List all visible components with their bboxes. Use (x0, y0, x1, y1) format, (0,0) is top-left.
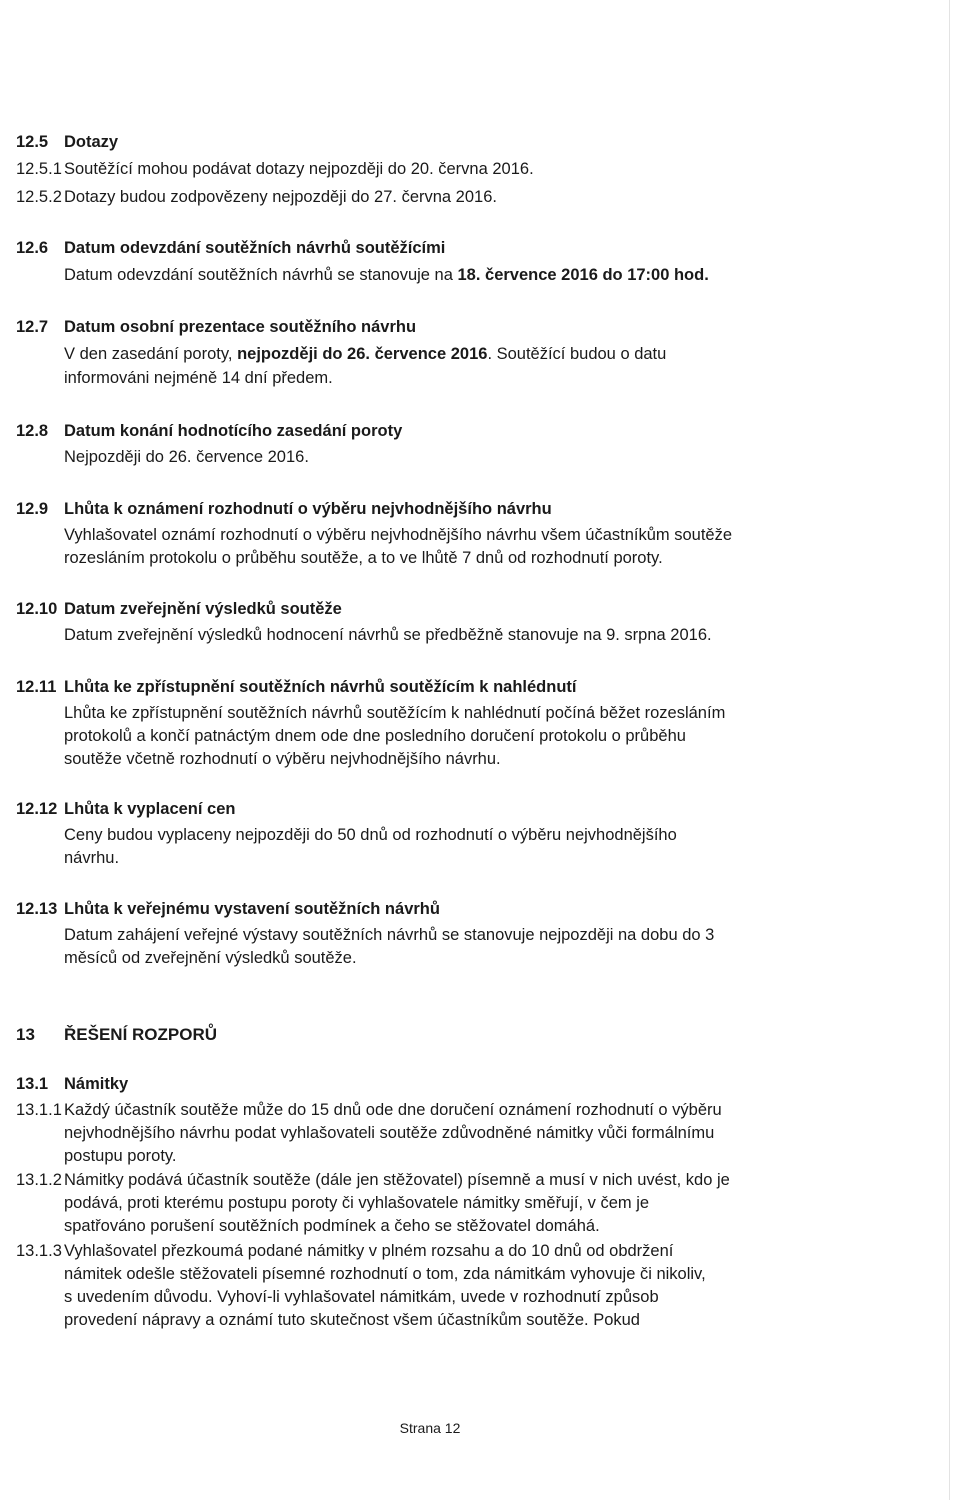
item-number-13-1-3: 13.1.3 (16, 1242, 62, 1260)
section-title-12-10: Datum zveřejnění výsledků soutěže (64, 600, 342, 618)
section-text-12-13-line2: měsíců od zveřejnění výsledků soutěže. (64, 949, 357, 967)
section-text-12-11-line1: Lhůta ke zpřístupnění soutěžních návrhů soutěžícím k nahlédnutí počíná běžet rozesláním (64, 704, 726, 722)
section-text-12-7-line2: informováni nejméně 14 dní předem. (64, 369, 333, 387)
item-number-12-5-1: 12.5.1 (16, 160, 62, 178)
item-text-13-1-3-line3: s uvedením důvodu. Vyhoví-li vyhlašovatel námitkám, uvede v rozhodnutí způsob (64, 1288, 659, 1306)
item-number-13-1-2: 13.1.2 (16, 1171, 62, 1189)
page-edge (949, 0, 950, 1500)
section-title-12-9: Lhůta k oznámení rozhodnutí o výběru nejvhodnějšího návrhu (64, 500, 552, 518)
section-text-12-13-line1: Datum zahájení veřejné výstavy soutěžních návrhů se stanovuje nejpozději na dobu do 3 (64, 926, 715, 944)
section-text-12-9-line2: rozesláním protokolu o průběhu soutěže, a to ve lhůtě 7 dnů od rozhodnutí poroty. (64, 549, 663, 567)
item-text-13-1-1-line3: postupu poroty. (64, 1147, 177, 1165)
section-title-12-13: Lhůta k veřejnému vystavení soutěžních návrhů (64, 900, 440, 918)
section-title-13-1: Námitky (64, 1075, 129, 1093)
item-text-13-1-3-line2: námitek odešle stěžovateli písemné rozhodnutí o tom, zda námitkám vyhovuje či nikoliv, (64, 1265, 706, 1283)
item-text-12-5-1: Soutěžící mohou podávat dotazy nejpozději do 20. června 2016. (64, 160, 534, 178)
section-number-13-1: 13.1 (16, 1075, 49, 1093)
text-segment: V den zasedání poroty, (64, 345, 238, 363)
item-number-12-5-2: 12.5.2 (16, 188, 62, 206)
section-text-12-10-line1: Datum zveřejnění výsledků hodnocení návrhů se předběžně stanovuje na 9. srpna 2016. (64, 626, 712, 644)
item-text-13-1-2-line3: spatřováno porušení soutěžních podmínek a čeho se stěžovatel domáhá. (64, 1217, 600, 1235)
section-number-12-7: 12.7 (16, 318, 49, 336)
section-number-12-5: 12.5 (16, 133, 49, 151)
deadline-highlight: 18. července 2016 do 17:00 hod. (457, 266, 709, 284)
item-text-13-1-1-line1: Každý účastník soutěže může do 15 dnů ode dne doručení oznámení rozhodnutí o výběru (64, 1101, 722, 1119)
section-text-12-11-line3: soutěže včetně rozhodnutí o výběru nejvhodnějšího návrhu. (64, 750, 501, 768)
section-title-12-6: Datum odevzdání soutěžních návrhů soutěžícími (64, 239, 446, 257)
deadline-highlight: nejpozději do 26. července 2016 (237, 345, 488, 363)
section-number-12-13: 12.13 (16, 900, 58, 918)
section-text-12-11-line2: protokolů a končí patnáctým dnem ode dne posledního doručení protokolu o průběhu (64, 727, 686, 745)
section-text-12-12-line1: Ceny budou vyplaceny nejpozději do 50 dnů od rozhodnutí o výběru nejvhodnějšího (64, 826, 677, 844)
section-title-12-7: Datum osobní prezentace soutěžního návrhu (64, 318, 417, 336)
section-title-12-11: Lhůta ke zpřístupnění soutěžních návrhů soutěžícím k nahlédnutí (64, 678, 577, 696)
text-segment: Datum odevzdání soutěžních návrhů se stanovuje na (64, 266, 458, 284)
section-title-12-5: Dotazy (64, 133, 119, 151)
section-title-12-8: Datum konání hodnotícího zasedání poroty (64, 422, 403, 440)
section-number-12-10: 12.10 (16, 600, 58, 618)
section-text-12-12-line2: návrhu. (64, 849, 120, 867)
section-text-12-8: Nejpozději do 26. července 2016. (64, 448, 309, 466)
item-text-13-1-2-line2: podává, proti kterému postupu poroty či vyhlašovatele námitky směřují, v čem je (64, 1194, 650, 1212)
item-text-13-1-3-line4: provedení nápravy a oznámí tuto skutečnost všem účastníkům soutěže. Pokud (64, 1311, 640, 1329)
text-segment: . Soutěžící budou o datu (487, 345, 667, 363)
section-number-12-11: 12.11 (16, 678, 57, 696)
section-title-12-12: Lhůta k vyplacení cen (64, 800, 236, 818)
section-number-12-12: 12.12 (16, 800, 58, 818)
item-text-13-1-2-line1: Námitky podává účastník soutěže (dále jen stěžovatel) písemně a musí v nich uvést, kdo je (64, 1171, 730, 1189)
section-number-12-9: 12.9 (16, 500, 49, 518)
item-text-13-1-1-line2: nejvhodnějšího návrhu podat vyhlašovateli soutěže zdůvodněné námitky vůči formálnímu (64, 1124, 715, 1142)
page-number: Strana 12 (399, 1420, 461, 1436)
item-text-12-5-2: Dotazy budou zodpovězeny nejpozději do 27. června 2016. (64, 188, 497, 206)
item-text-13-1-3-line1: Vyhlašovatel přezkoumá podané námitky v plném rozsahu a do 10 dnů od obdržení (64, 1242, 674, 1260)
section-number-12-6: 12.6 (16, 239, 49, 257)
chapter-number-13: 13 (16, 1025, 35, 1044)
item-number-13-1-1: 13.1.1 (16, 1101, 62, 1119)
chapter-title-13: ŘEŠENÍ ROZPORŮ (64, 1025, 218, 1044)
section-text-12-6 (64, 264, 709, 287)
section-text-12-7-line1 (64, 343, 666, 366)
section-number-12-8: 12.8 (16, 422, 49, 440)
section-text-12-9-line1: Vyhlašovatel oznámí rozhodnutí o výběru nejvhodnějšího návrhu všem účastníkům soutěže (64, 526, 733, 544)
